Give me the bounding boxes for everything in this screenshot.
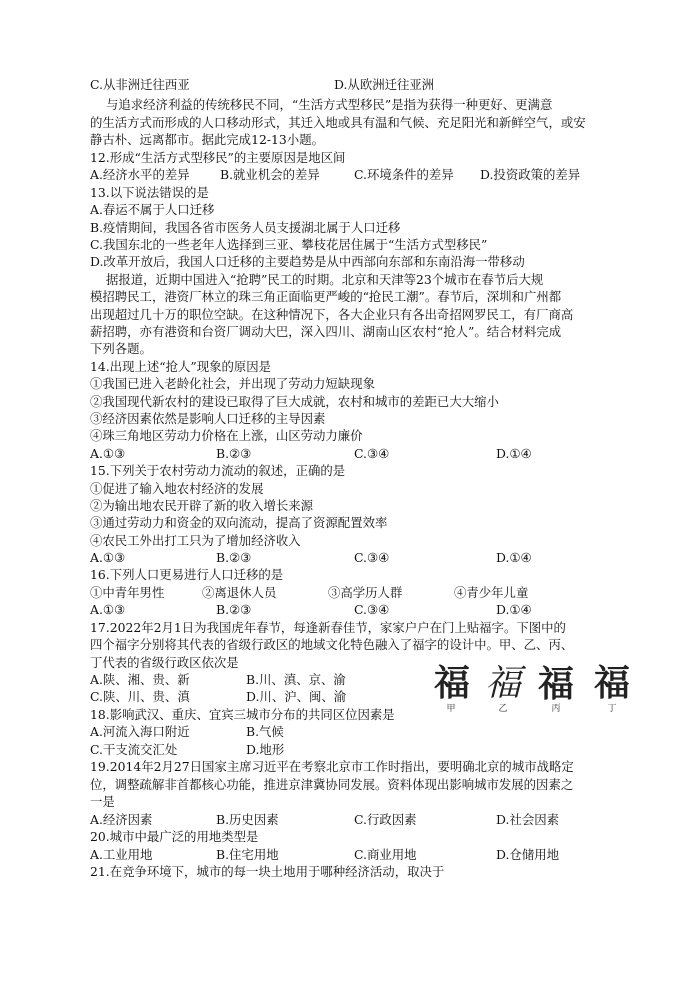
option-d: D.川、沪、闽、渝 — [246, 689, 347, 704]
question-stem: 19.2014年2月27日国家主席习近平在考察北京市工作时指出，要明确北京的城市战略定 — [90, 759, 574, 774]
question-stem: 位，调整疏解非首都核心功能，推进京津冀协同发展。资料体现出影响城市发展的因素之 — [90, 777, 574, 792]
option-a: A.①③ — [90, 446, 126, 461]
option-b: B.住宅用地 — [216, 847, 279, 862]
option-d: D.仓储用地 — [496, 847, 559, 862]
option-b: B.就业机会的差异 — [220, 167, 320, 182]
option-a: A.工业用地 — [90, 847, 153, 862]
statement-item: ④农民工外出打工只为了增加经济收入 — [90, 533, 301, 548]
option-c: C.从非洲迁往西亚 — [90, 77, 190, 92]
question-stem: 18.影响武汉、重庆、宜宾三城市分布的共同区位因素是 — [90, 707, 395, 722]
statement-item: ③经济因素依然是影响人口迁移的主导因素 — [90, 411, 326, 426]
option-d: D.①④ — [496, 550, 532, 565]
statement-item: ③高学历人群 — [328, 585, 403, 600]
question-stem: 15.下列关于农村劳动力流动的叙述，正确的是 — [90, 463, 346, 478]
question-stem: 14.出现上述“抢人”现象的原因是 — [90, 359, 272, 374]
question-stem: 丁代表的省级行政区依次是 — [90, 655, 239, 670]
statement-item: ④珠三角地区劳动力价格在上涨，山区劳动力廉价 — [90, 428, 363, 443]
option-d: D.①④ — [496, 446, 532, 461]
option-c: C.陕、川、贵、滇 — [90, 689, 190, 704]
question-stem: 四个福字分别将其代表的省级行政区的地域文化特色融入了福字的设计中。甲、乙、丙、 — [90, 637, 574, 652]
statement-item: ①促进了输入地农村经济的发展 — [90, 481, 264, 496]
passage-line: 与追求经济利益的传统移民不同，“生活方式型移民”是指为获得一种更好、更满意 — [106, 97, 553, 112]
question-stem: 一是 — [90, 794, 115, 809]
fu-character-jia: 福 甲 — [433, 663, 468, 714]
option-c: C.③④ — [354, 550, 390, 565]
statement-item: ③通过劳动力和资金的双向流动，提高了资源配置效率 — [90, 515, 388, 530]
statement-item: ④青少年儿童 — [454, 585, 529, 600]
option-d: D.社会因素 — [496, 812, 559, 827]
passage-line: 模招聘民工，港资厂林立的珠三角正面临更严峻的“抢民工潮”。春节后，深圳和广州都 — [90, 289, 562, 304]
statement-item: ②为输出地农民开辟了新的收入增长来源 — [90, 498, 314, 513]
option-c: C.③④ — [354, 446, 390, 461]
question-stem: 16.下列人口更易进行人口迁移的是 — [90, 567, 284, 582]
passage-line: 出现超过几十万的职位空缺。在这种情况下，各大企业只有各出奇招网罗民工，有厂商高 — [90, 307, 574, 322]
option-a: A.河流入海口附近 — [90, 724, 190, 739]
option-a: A.陕、湘、贵、新 — [90, 672, 190, 687]
option-b: B.②③ — [216, 446, 252, 461]
question-stem: 13.以下说法错误的是 — [90, 185, 209, 200]
option-c: C.商业用地 — [354, 847, 417, 862]
option-b: B.②③ — [216, 550, 252, 565]
fu-character-yi: 福 乙 — [484, 663, 521, 714]
option-b: B.气候 — [246, 724, 284, 739]
option-b: B.历史因素 — [216, 812, 279, 827]
option-c: C.我国东北的一些老年人选择到三亚、攀枝花居住属于“生活方式型移民” — [90, 237, 488, 252]
option-c: C.③④ — [354, 602, 390, 617]
question-stem: 20.城市中最广泛的用地类型是 — [90, 829, 259, 844]
option-b: B.疫情期间，我国各省市医务人员支援湖北属于人口迁移 — [90, 220, 401, 235]
passage-line: 的生活方式而形成的人口移动形式，其迁入地或具有温和气候、充足阳光和新鲜空气，或安 — [90, 115, 586, 130]
statement-item: ①中青年男性 — [90, 585, 165, 600]
question-stem: 21.在竞争环境下，城市的每一块土地用于哪种经济活动，取决于 — [90, 864, 445, 879]
passage-line: 静古朴、远离都市。据此完成12-13小题。 — [90, 132, 324, 147]
option-b: B.②③ — [216, 602, 252, 617]
option-d: D.从欧洲迁往亚洲 — [334, 77, 435, 92]
passage-line: 据报道，近期中国进入“抢聘”民工的时期。北京和天津等23个城市在春节后大规 — [106, 272, 544, 287]
option-a: A.经济因素 — [90, 812, 153, 827]
statement-item: ②我国现代新农村的建设已取得了巨大成就，农村和城市的差距已大大缩小 — [90, 394, 499, 409]
option-c: C.干支流交汇处 — [90, 742, 178, 757]
question-stem: 12.形成“生活方式型移民”的主要原因是地区间 — [90, 150, 346, 165]
option-c: C.行政因素 — [354, 812, 417, 827]
option-a: A.①③ — [90, 602, 126, 617]
statement-item: ②离退休人员 — [202, 585, 277, 600]
option-d: D.投资政策的差异 — [480, 167, 581, 182]
option-a: A.①③ — [90, 550, 126, 565]
question-stem: 17.2022年2月1日为我国虎年春节，每逢新春佳节，家家户户在门上贴福字。下图中的 — [90, 620, 566, 635]
option-a: A.经济水平的差异 — [90, 167, 190, 182]
option-c: C.环境条件的差异 — [354, 167, 454, 182]
statement-item: ①我国已进入老龄化社会，并出现了劳动力短缺现象 — [90, 376, 375, 391]
option-a: A.春运不属于人口迁移 — [90, 202, 215, 217]
passage-line: 薪招聘，亦有港资和台资厂调动大巴，深入四川、湖南山区农村“抢人”。结合材料完成 — [90, 324, 562, 339]
fu-character-bing: 福 丙 — [537, 663, 574, 714]
fu-character-ding: 福 丁 — [593, 663, 630, 714]
option-d: D.改革开放后，我国人口迁移的主要趋势是从中西部向东部和东南沿海一带移动 — [90, 254, 525, 269]
option-d: D.①④ — [496, 602, 532, 617]
option-b: B.川、滇、京、渝 — [246, 672, 346, 687]
passage-line: 下列各题。 — [90, 341, 152, 356]
option-d: D.地形 — [246, 742, 285, 757]
